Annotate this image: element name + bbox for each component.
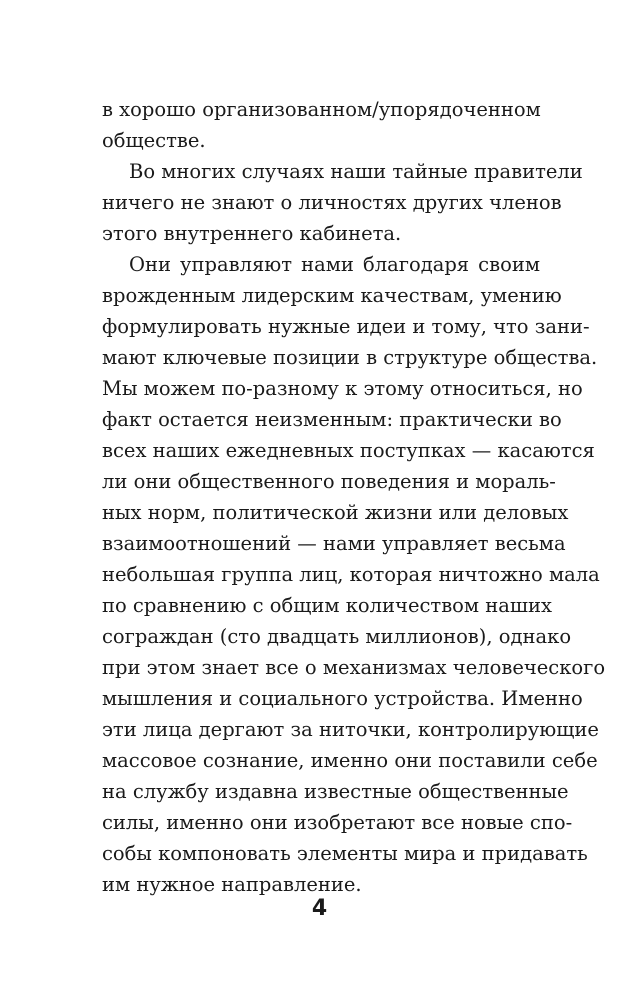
- body-text: [102, 94, 606, 900]
- page-number: 4: [311, 896, 328, 921]
- text-line: силы, именно они изобретают все новые спо-: [102, 811, 573, 834]
- text-line: в хорошо организованном/упорядоченном: [102, 98, 541, 121]
- text-line: при этом знает все о механизмах человеческого: [102, 656, 606, 679]
- text-line: по сравнению с общим количеством наших: [102, 594, 553, 617]
- text-line: этого внутреннего кабинета.: [102, 222, 402, 245]
- text-line: мышления и социального устройства. Именно: [102, 687, 583, 710]
- text-line: обществе.: [102, 129, 206, 152]
- text-line: Во многих случаях наши тайные правители: [129, 160, 583, 183]
- text-line: формулировать нужные идеи и тому, что зани-: [102, 315, 590, 338]
- text-line: мают ключевые позиции в структуре общества.: [102, 346, 598, 369]
- text-line: Мы можем по-разному к этому относиться, но: [102, 377, 583, 400]
- text-line: им нужное направление.: [102, 873, 362, 896]
- text-line: взаимоотношений — нами управляет весьма: [102, 532, 566, 555]
- text-line: небольшая группа лиц, которая ничтожно мала: [102, 563, 600, 586]
- text-line: ных норм, политической жизни или деловых: [102, 501, 569, 524]
- text-line: факт остается неизменным: практически во: [102, 408, 562, 431]
- text-line: массовое сознание, именно они поставили себе: [102, 749, 598, 772]
- text-line: ничего не знают о личностях других членов: [102, 191, 562, 214]
- text-line: сограждан (сто двадцать миллионов), однако: [102, 625, 572, 648]
- text-line: собы компоновать элементы мира и придавать: [102, 842, 588, 865]
- text-line: врожденным лидерским качествам, умению: [102, 284, 562, 307]
- text-line: Они управляют нами благодаря своим: [129, 253, 540, 276]
- text-line: всех наших ежедневных поступках — касаются: [102, 439, 595, 462]
- text-line: ли они общественного поведения и мораль-: [102, 470, 556, 493]
- text-line: на службу издавна известные общественные: [102, 780, 569, 803]
- text-line: эти лица дергают за ниточки, контролирующие: [102, 718, 599, 741]
